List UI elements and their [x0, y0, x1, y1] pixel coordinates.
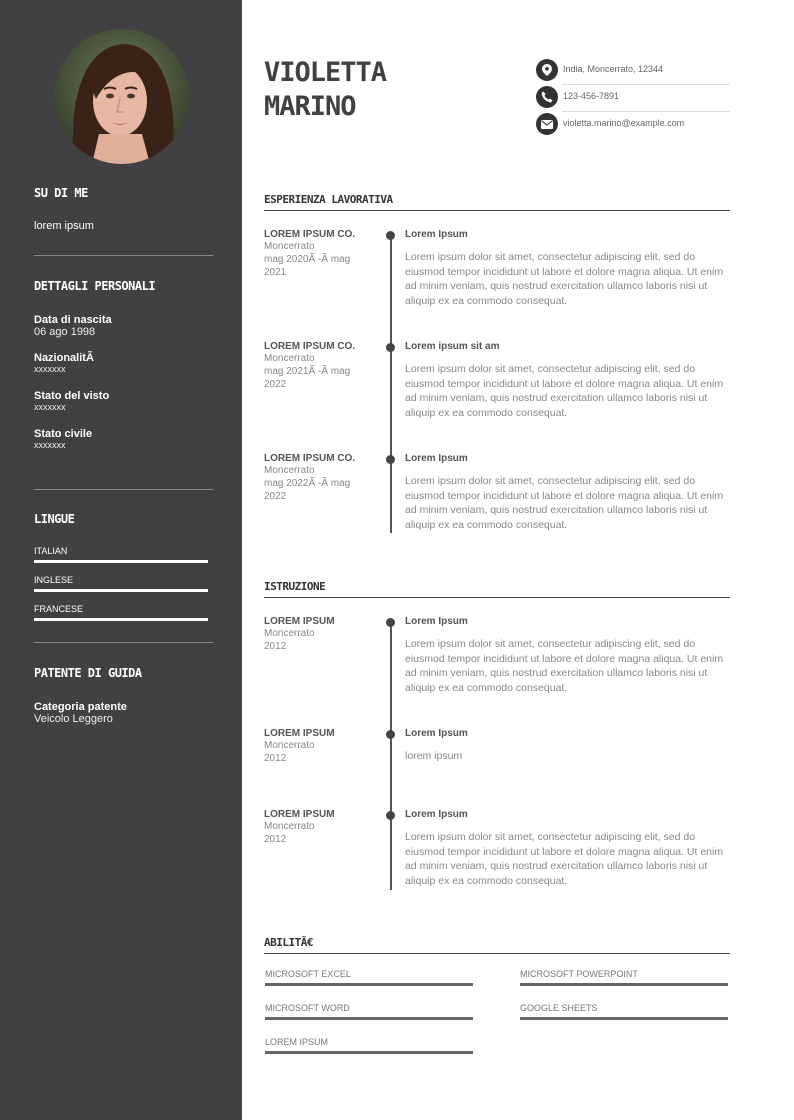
profile-photo [54, 29, 189, 164]
skills-heading: ABILITÃ€ [264, 936, 730, 954]
job-title: Lorem ipsum sit am [405, 341, 500, 352]
skill-name: MICROSOFT EXCEL [265, 969, 351, 979]
company-name: LOREM IPSUM CO. [264, 341, 356, 352]
entry-body [405, 341, 730, 420]
license-label: Categoria patente [34, 701, 127, 713]
detail-value: xxxxxxx [34, 364, 66, 374]
location-pin-icon [536, 59, 558, 81]
contact-divider [562, 84, 730, 85]
entry-body [405, 728, 730, 764]
company-name: LOREM IPSUM CO. [264, 453, 356, 464]
skill-bar [265, 1051, 473, 1054]
education-timeline [390, 621, 392, 890]
entry-year: 2012 [264, 641, 287, 652]
phone-icon [536, 86, 558, 108]
email-text: violetta.marino@example.com [563, 118, 685, 128]
detail-item [34, 352, 213, 374]
sidebar-divider [34, 642, 213, 643]
first-name: VIOLETTA [264, 57, 387, 88]
languages-section [34, 512, 213, 621]
main-content [242, 0, 794, 1120]
skill-name: LOREM IPSUM [265, 1037, 329, 1047]
detail-value: xxxxxxx [34, 440, 66, 450]
skill-item [265, 969, 473, 986]
entry-body [405, 453, 730, 532]
entry-meta [264, 341, 374, 391]
contact-phone [536, 86, 730, 112]
skill-bar [265, 983, 473, 986]
school-name: LOREM IPSUM [264, 616, 335, 627]
language-level-bar [34, 560, 208, 563]
contact-email [536, 113, 730, 139]
detail-item [34, 314, 213, 338]
skill-name: MICROSOFT WORD [265, 1003, 350, 1013]
entry-meta [264, 809, 374, 846]
sidebar [0, 0, 242, 1120]
candidate-name [264, 56, 386, 124]
job-description: Lorem ipsum dolor sit amet, consectetur adipiscing elit, sed do eiusmod tempor incididunt ut labore et dolore magna aliqua. Ut enim ad minim veniam, quis nostrud exercitation ullamco laboris nisi ut aliquip ex ea commodo consequat. [405, 251, 724, 307]
entry-body [405, 229, 730, 308]
entry-meta [264, 229, 374, 279]
skill-item [520, 1003, 728, 1020]
entry-body [405, 809, 730, 888]
entry-dates: mag 2021Ã -Ã mag 2022 [264, 366, 351, 390]
entry-body [405, 616, 730, 695]
entry-meta [264, 453, 374, 503]
language-level-bar [34, 618, 208, 621]
entry-dates: mag 2022Ã -Ã mag 2022 [264, 478, 351, 502]
entry-year: 2012 [264, 834, 287, 845]
company-name: LOREM IPSUM CO. [264, 229, 356, 240]
license-section [34, 666, 213, 725]
detail-label: Stato del visto [34, 390, 110, 402]
school-name: LOREM IPSUM [264, 809, 335, 820]
sidebar-divider [34, 489, 213, 490]
education-heading: ISTRUZIONE [264, 580, 730, 598]
contact-address [536, 59, 730, 85]
skill-name: MICROSOFT POWERPOINT [520, 969, 638, 979]
language-item [34, 604, 213, 621]
about-text: lorem ipsum [34, 220, 94, 232]
skill-item [265, 1003, 473, 1020]
job-title: Lorem Ipsum [405, 453, 468, 464]
contact-divider [562, 111, 730, 112]
timeline-dot [386, 343, 395, 352]
detail-item [34, 428, 213, 450]
license-value: Veicolo Leggero [34, 713, 113, 725]
entry-meta [264, 728, 374, 765]
skill-item [520, 969, 728, 986]
phone-text: 123-456-7891 [563, 91, 620, 101]
entry-dates: mag 2020Ã -Ã mag 2021 [264, 254, 351, 278]
entry-meta [264, 616, 374, 653]
language-name: ITALIAN [34, 546, 68, 556]
job-title: Lorem Ipsum [405, 229, 468, 240]
about-heading: SU DI ME [34, 186, 88, 200]
degree-description: Lorem ipsum dolor sit amet, consectetur adipiscing elit, sed do eiusmod tempor incididunt ut labore et dolore magna aliqua. Ut enim ad minim veniam, quis nostrud exercitation ullamco laboris nisi ut aliquip ex ea commodo consequat. [405, 831, 724, 887]
language-name: INGLESE [34, 575, 74, 585]
degree-title: Lorem Ipsum [405, 728, 468, 739]
entry-location: Moncerrato [264, 353, 315, 364]
entry-location: Moncerrato [264, 241, 315, 252]
license-heading: PATENTE DI GUIDA [34, 666, 142, 680]
personal-details-section [34, 279, 213, 450]
degree-description: lorem ipsum [405, 750, 463, 762]
about-section [34, 186, 213, 232]
skill-bar [520, 1017, 728, 1020]
entry-location: Moncerrato [264, 628, 315, 639]
degree-title: Lorem Ipsum [405, 809, 468, 820]
experience-heading: ESPERIENZA LAVORATIVA [264, 193, 730, 211]
sidebar-divider [34, 255, 213, 256]
degree-title: Lorem Ipsum [405, 616, 468, 627]
detail-label: NazionalitÃ [34, 352, 94, 364]
language-name: FRANCESE [34, 604, 84, 614]
skill-item [265, 1037, 473, 1054]
timeline-dot [386, 811, 395, 820]
detail-value: xxxxxxx [34, 402, 66, 412]
address-text: India, Moncerrato, 12344 [563, 64, 664, 74]
detail-value: 06 ago 1998 [34, 326, 96, 338]
entry-location: Moncerrato [264, 740, 315, 751]
detail-label: Data di nascita [34, 314, 112, 326]
languages-heading: LINGUE [34, 512, 75, 526]
language-level-bar [34, 589, 208, 592]
detail-item [34, 390, 213, 412]
timeline-dot [386, 455, 395, 464]
language-item [34, 546, 213, 563]
timeline-dot [386, 730, 395, 739]
skill-name: GOOGLE SHEETS [520, 1003, 598, 1013]
entry-year: 2012 [264, 753, 287, 764]
experience-timeline [390, 234, 392, 533]
entry-location: Moncerrato [264, 821, 315, 832]
skill-bar [520, 983, 728, 986]
last-name: MARINO [264, 91, 356, 122]
school-name: LOREM IPSUM [264, 728, 335, 739]
personal-details-heading: DETTAGLI PERSONALI [34, 279, 156, 293]
skill-bar [265, 1017, 473, 1020]
email-icon [536, 113, 558, 135]
job-description: Lorem ipsum dolor sit amet, consectetur adipiscing elit, sed do eiusmod tempor incididunt ut labore et dolore magna aliqua. Ut enim ad minim veniam, quis nostrud exercitation ullamco laboris nisi ut aliquip ex ea commodo consequat. [405, 363, 724, 419]
language-item [34, 575, 213, 592]
entry-location: Moncerrato [264, 465, 315, 476]
timeline-dot [386, 618, 395, 627]
job-description: Lorem ipsum dolor sit amet, consectetur adipiscing elit, sed do eiusmod tempor incididunt ut labore et dolore magna aliqua. Ut enim ad minim veniam, quis nostrud exercitation ullamco laboris nisi ut aliquip ex ea commodo consequat. [405, 475, 724, 531]
degree-description: Lorem ipsum dolor sit amet, consectetur adipiscing elit, sed do eiusmod tempor incididunt ut labore et dolore magna aliqua. Ut enim ad minim veniam, quis nostrud exercitation ullamco laboris nisi ut aliquip ex ea commodo consequat. [405, 638, 724, 694]
timeline-dot [386, 231, 395, 240]
detail-label: Stato civile [34, 428, 93, 440]
